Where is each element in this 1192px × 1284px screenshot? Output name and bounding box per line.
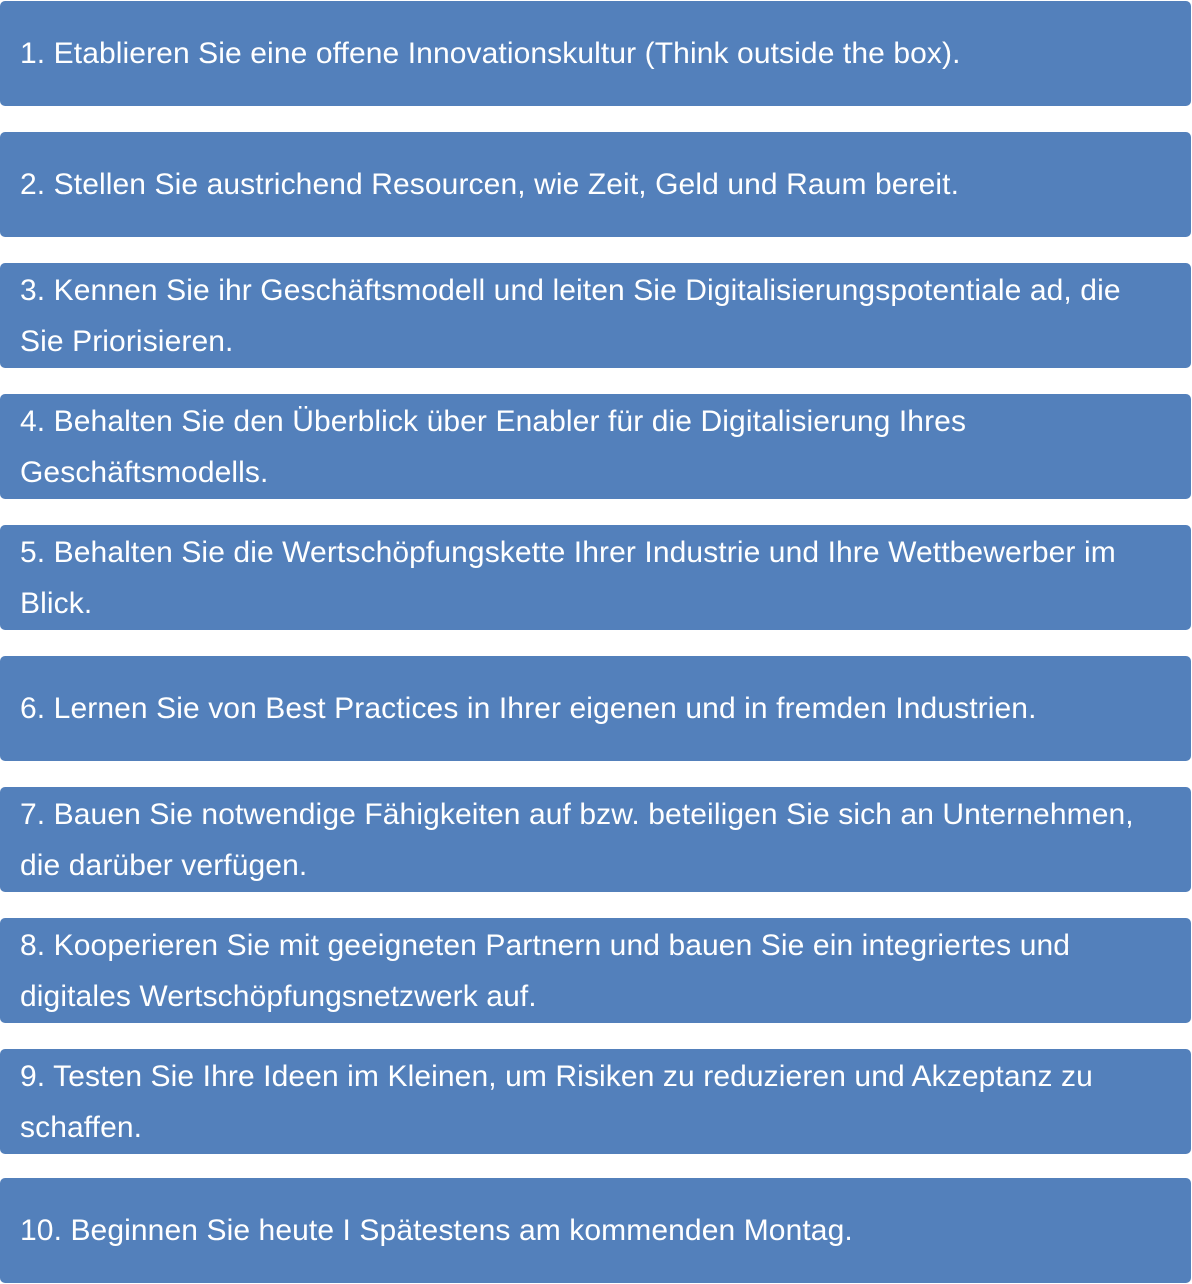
step-box-10 — [0, 1178, 1191, 1283]
step-text-6: 6. Lernen Sie von Best Practices in Ihrer eigenen und in fremden Industrien. — [20, 692, 1037, 725]
step-box-8 — [0, 918, 1191, 1023]
step-box-2 — [0, 132, 1191, 237]
step-text-3: 3. Kennen Sie ihr Geschäftsmodell und leiten Sie Digitalisierungspotentiale ad, die Sie Priorisieren. — [20, 273, 1121, 358]
step-text-2: 2. Stellen Sie austrichend Resourcen, wie Zeit, Geld und Raum bereit. — [20, 168, 960, 201]
step-box-3 — [0, 263, 1191, 368]
step-text-4: 4. Behalten Sie den Überblick über Enabler für die Digitalisierung Ihres Geschäftsmodells. — [20, 404, 967, 489]
step-text-5: 5. Behalten Sie die Wertschöpfungskette Ihrer Industrie und Ihre Wettbewerber im Blick. — [20, 535, 1116, 620]
step-text-9: 9. Testen Sie Ihre Ideen im Kleinen, um Risiken zu reduzieren und Akzeptanz zu schaffen. — [20, 1059, 1093, 1144]
step-box-9 — [0, 1049, 1191, 1154]
step-box-6 — [0, 656, 1191, 761]
step-text-10: 10. Beginnen Sie heute I Spätestens am kommenden Montag. — [20, 1214, 853, 1247]
step-text-1: 1. Etablieren Sie eine offene Innovationskultur (Think outside the box). — [20, 37, 961, 70]
step-box-1 — [0, 1, 1191, 106]
step-text-7: 7. Bauen Sie notwendige Fähigkeiten auf bzw. beteiligen Sie sich an Unternehmen, die darüber verfügen. — [20, 797, 1134, 882]
step-box-5 — [0, 525, 1191, 630]
step-box-4 — [0, 394, 1191, 499]
step-text-8: 8. Kooperieren Sie mit geeigneten Partnern und bauen Sie ein integriertes und digitales Wertschöpfungsnetzwerk auf. — [20, 928, 1071, 1013]
step-box-7 — [0, 787, 1191, 892]
